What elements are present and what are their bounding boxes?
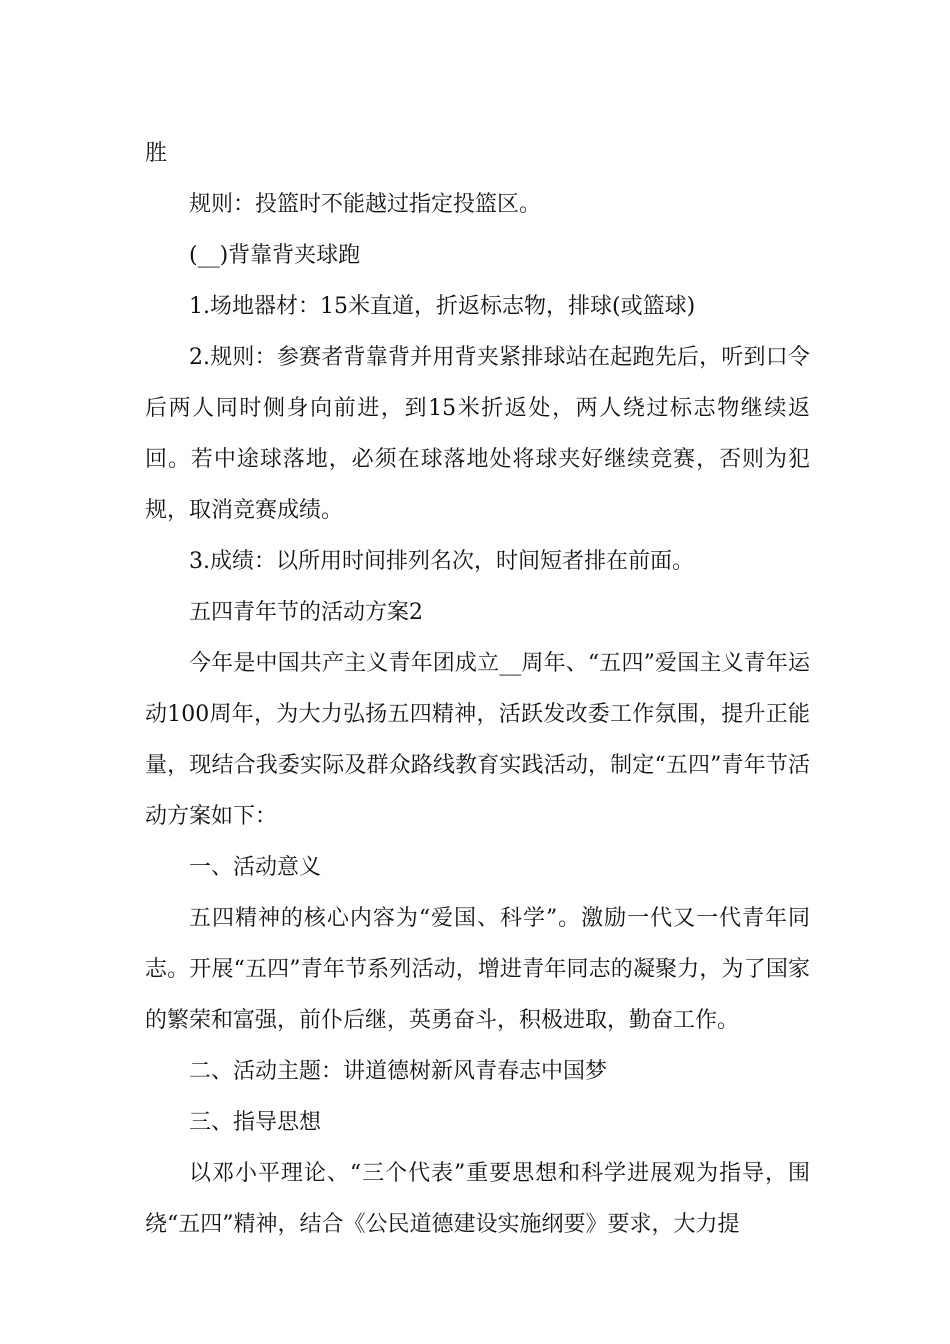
paragraph-rules: 2.规则：参赛者背靠背并用背夹紧排球站在起跑先后，听到口令后两人同时侧身向前进，到15米折返处，两人绕过标志物继续返回。若中途球落地，必须在球落地处将球夹好继续竞赛，否则为犯规，取消竞赛成绩。 bbox=[145, 345, 810, 523]
paragraph-continuation: 胜 bbox=[145, 141, 168, 166]
paragraph-rule: 规则：投篮时不能越过指定投篮区。 bbox=[189, 192, 542, 217]
paragraph-scoring: 3.成绩：以所用时间排列名次，时间短者排在前面。 bbox=[189, 549, 694, 574]
section-heading-back-to-back: (__)背靠背夹球跑 bbox=[189, 243, 361, 268]
document-page bbox=[145, 128, 810, 1250]
heading-activity-meaning: 一、活动意义 bbox=[189, 855, 322, 880]
paragraph-equipment: 1.场地器材：15米直道，折返标志物，排球(或篮球) bbox=[189, 294, 696, 319]
paragraph-guiding-thought: 以邓小平理论、“三个代表”重要思想和科学进展观为指导，围绕“五四”精神，结合《公民道德建设实施纲要》要求，大力提 bbox=[145, 1161, 810, 1237]
paragraph-intro: 今年是中国共产主义青年团成立__周年、“五四”爱国主义青年运动100周年，为大力弘扬五四精神，活跃发改委工作氛围，提升正能量，现结合我委实际及群众路线教育实践活动，制定“五四”青年节活动方案如下： bbox=[145, 651, 810, 829]
heading-activity-theme: 二、活动主题：讲道德树新风青春志中国梦 bbox=[189, 1059, 608, 1084]
paragraph-meaning: 五四精神的核心内容为“爱国、科学”。激励一代又一代青年同志。开展“五四”青年节系列活动，增进青年同志的凝聚力，为了国家的繁荣和富强，前仆后继，英勇奋斗，积极进取，勤奋工作。 bbox=[145, 906, 810, 1033]
heading-guiding-thought: 三、指导思想 bbox=[189, 1110, 322, 1135]
section-title-plan-2: 五四青年节的活动方案2 bbox=[189, 600, 423, 625]
